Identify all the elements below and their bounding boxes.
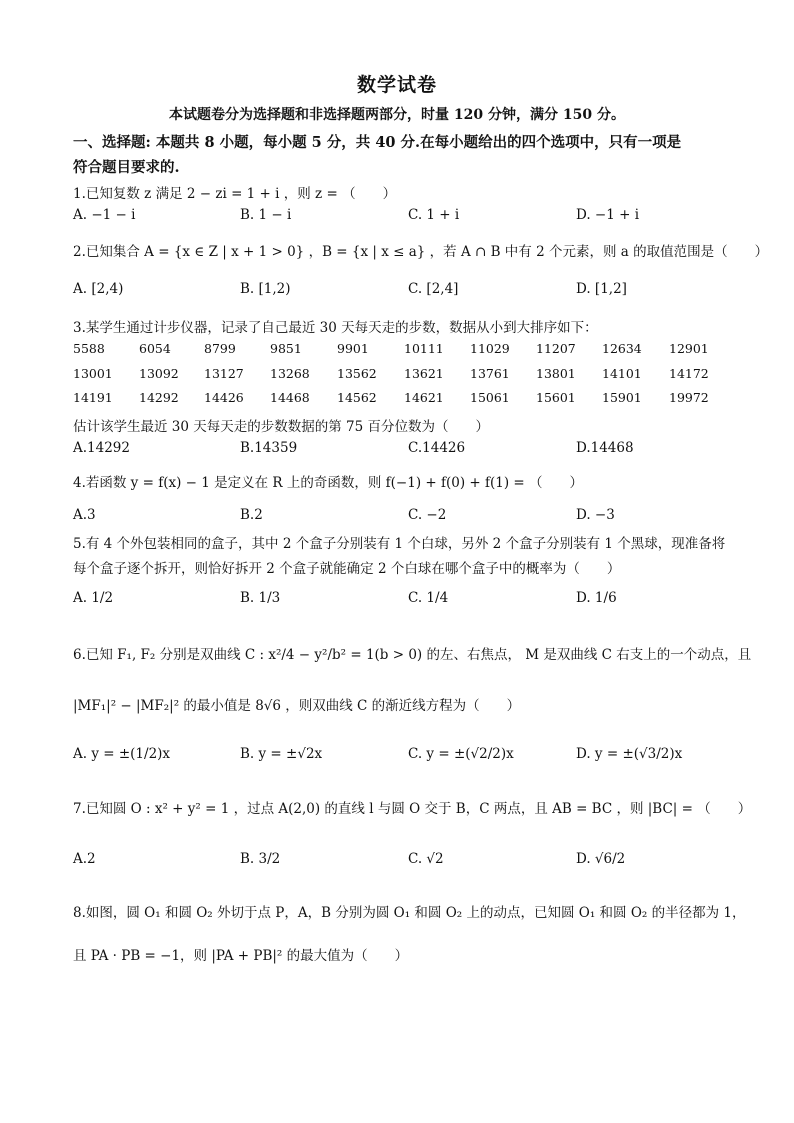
data-cell: 6054 bbox=[139, 341, 171, 356]
data-cell: 13761 bbox=[470, 366, 510, 381]
data-cell: 14191 bbox=[73, 390, 113, 405]
section-heading-line1: 一、选择题: 本题共 8 小题，每小题 5 分，共 40 分.在每小题给出的四个选项中，只有一项是 bbox=[73, 134, 682, 151]
data-cell: 14426 bbox=[204, 390, 244, 405]
q1-option-c: C. 1 + i bbox=[408, 207, 460, 223]
exam-subtitle: 本试题卷分为选择题和非选择题两部分，时量 120 分钟，满分 150 分。 bbox=[169, 107, 625, 123]
q4-option-a: A.3 bbox=[73, 507, 96, 523]
q3-option-b: B.14359 bbox=[240, 440, 298, 456]
exam-title: 数学试卷 bbox=[356, 74, 437, 96]
data-cell: 13001 bbox=[73, 366, 113, 381]
data-cell: 13621 bbox=[404, 366, 444, 381]
q7-option-c: C. √2 bbox=[408, 851, 444, 867]
q4-option-d: D. −3 bbox=[576, 507, 615, 523]
q1-option-a: A. −1 − i bbox=[73, 207, 136, 223]
question-4-stem: 4.若函数 y = f(x) − 1 是定义在 R 上的奇函数，则 f(−1) + f(0) + f(1) = （ ） bbox=[73, 475, 584, 491]
section-heading-line2: 符合题目要求的. bbox=[73, 159, 180, 176]
question-1-stem: 1.已知复数 z 满足 2 − zi = 1 + i ，则 z = （ ） bbox=[73, 186, 397, 202]
data-cell: 14101 bbox=[602, 366, 642, 381]
q5-option-d: D. 1/6 bbox=[576, 590, 617, 606]
q5-option-a: A. 1/2 bbox=[73, 590, 114, 606]
q1-option-b: B. 1 − i bbox=[240, 207, 292, 223]
data-cell: 13127 bbox=[204, 366, 244, 381]
data-cell: 13268 bbox=[270, 366, 310, 381]
q7-option-a: A.2 bbox=[73, 851, 96, 867]
question-7-stem: 7.已知圆 O : x² + y² = 1 ，过点 A(2,0) 的直线 l 与圆 O 交于 B，C 两点，且 AB = BC ，则 |BC| = （ ） bbox=[73, 801, 752, 817]
data-cell: 14621 bbox=[404, 390, 444, 405]
question-2-stem: 2.已知集合 A = {x ∈ Z | x + 1 > 0} ，B = {x | x ≤ a} ，若 A ∩ B 中有 2 个元素，则 a 的取值范围是（ ） bbox=[73, 244, 769, 260]
data-cell: 9851 bbox=[270, 341, 302, 356]
data-cell: 14468 bbox=[270, 390, 310, 405]
data-cell: 14172 bbox=[669, 366, 709, 381]
question-5-stem-line2: 每个盒子逐个拆开，则恰好拆开 2 个盒子就能确定 2 个白球在哪个盒子中的概率为（ ） bbox=[73, 561, 621, 577]
q7-option-b: B. 3/2 bbox=[240, 851, 281, 867]
data-cell: 12901 bbox=[669, 341, 709, 356]
data-cell: 11029 bbox=[470, 341, 510, 356]
q2-option-d: D. [1,2] bbox=[576, 281, 627, 297]
question-3-stem: 3.某学生通过计步仪器，记录了自己最近 30 天每天走的步数，数据从小到大排序如下： bbox=[73, 320, 598, 336]
data-cell: 15061 bbox=[470, 390, 510, 405]
data-cell: 10111 bbox=[404, 341, 444, 356]
question-3-ask: 估计该学生最近 30 天每天走的步数数据的第 75 百分位数为（ ） bbox=[73, 419, 490, 435]
q6-option-a: A. y = ±(1/2)x bbox=[73, 746, 171, 762]
question-6-stem-line2: |MF₁|² − |MF₂|² 的最小值是 8√6 ，则双曲线 C 的渐近线方程为（ ） bbox=[73, 698, 521, 714]
data-cell: 5588 bbox=[73, 341, 105, 356]
question-6-stem-line1: 6.已知 F₁, F₂ 分别是双曲线 C : x²/4 − y²/b² = 1(b > 0) 的左、右焦点， M 是双曲线 C 右支上的一个动点，且 bbox=[73, 647, 752, 663]
q3-option-d: D.14468 bbox=[576, 440, 634, 456]
data-cell: 19972 bbox=[669, 390, 709, 405]
data-cell: 14292 bbox=[139, 390, 179, 405]
q2-option-a: A. [2,4) bbox=[73, 281, 124, 297]
data-cell: 13562 bbox=[337, 366, 377, 381]
question-8-stem-line1: 8.如图，圆 O₁ 和圆 O₂ 外切于点 P，A，B 分别为圆 O₁ 和圆 O₂ 上的动点，已知圆 O₁ 和圆 O₂ 的半径都为 1， bbox=[73, 905, 746, 921]
q6-option-d: D. y = ±(√3/2)x bbox=[576, 746, 683, 762]
q1-option-d: D. −1 + i bbox=[576, 207, 640, 223]
question-5-stem-line1: 5.有 4 个外包装相同的盒子，其中 2 个盒子分别装有 1 个白球，另外 2 个盒子分别装有 1 个黑球，现准备将 bbox=[73, 536, 726, 552]
q3-option-a: A.14292 bbox=[73, 440, 130, 456]
q4-option-c: C. −2 bbox=[408, 507, 447, 523]
data-cell: 13801 bbox=[536, 366, 576, 381]
data-cell: 12634 bbox=[602, 341, 642, 356]
data-cell: 11207 bbox=[536, 341, 576, 356]
data-cell: 15601 bbox=[536, 390, 576, 405]
q5-option-c: C. 1/4 bbox=[408, 590, 449, 606]
q3-option-c: C.14426 bbox=[408, 440, 466, 456]
question-8-stem-line2: 且 PA · PB = −1，则 |PA + PB|² 的最大值为（ ） bbox=[73, 948, 409, 964]
q7-option-d: D. √6/2 bbox=[576, 851, 626, 867]
q2-option-b: B. [1,2) bbox=[240, 281, 291, 297]
data-cell: 14562 bbox=[337, 390, 377, 405]
q2-option-c: C. [2,4] bbox=[408, 281, 459, 297]
q6-option-b: B. y = ±√2x bbox=[240, 746, 323, 762]
data-cell: 9901 bbox=[337, 341, 369, 356]
data-cell: 8799 bbox=[204, 341, 236, 356]
q4-option-b: B.2 bbox=[240, 507, 263, 523]
data-cell: 15901 bbox=[602, 390, 642, 405]
data-cell: 13092 bbox=[139, 366, 179, 381]
q5-option-b: B. 1/3 bbox=[240, 590, 281, 606]
q6-option-c: C. y = ±(√2/2)x bbox=[408, 746, 514, 762]
